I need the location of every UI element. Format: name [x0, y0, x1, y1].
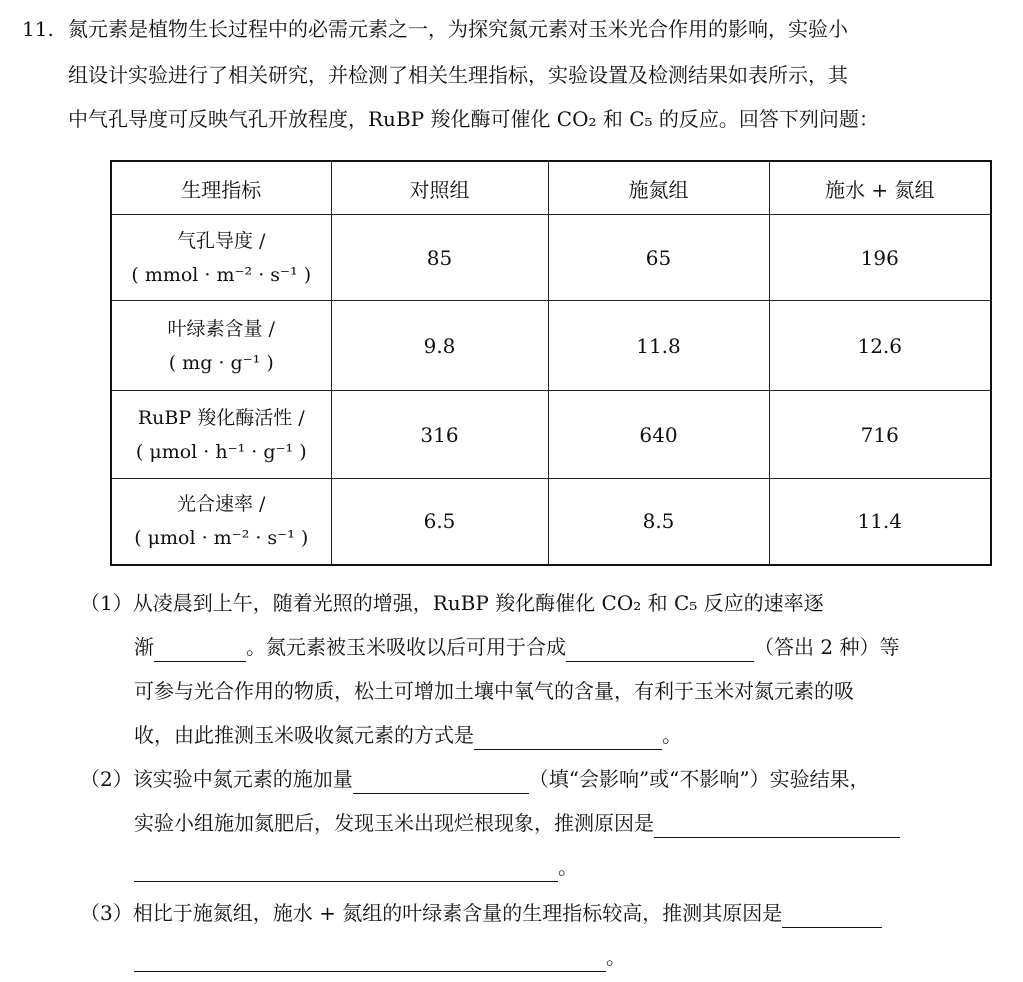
header-control-group: 对照组	[331, 161, 548, 215]
row-label-text: RuBP 羧化酶活性 /	[137, 406, 305, 429]
header-indicator: 生理指标	[111, 161, 331, 215]
header-water-nitrogen-group: 施水 + 氮组	[769, 161, 991, 215]
table-row	[111, 301, 991, 391]
q2-line-2	[134, 808, 900, 838]
q2-text: （2）该实验中氮元素的施加量	[80, 767, 353, 791]
table-cell: 85	[331, 215, 548, 301]
q1-text: （答出 2 种）等	[754, 635, 900, 659]
table-cell: 12.6	[769, 301, 991, 391]
header-nitrogen-group: 施氮组	[548, 161, 769, 215]
row-unit: ( mmol · m⁻² · s⁻¹ )	[131, 263, 312, 286]
table-row	[111, 479, 991, 565]
q1-line-1: （1）从凌晨到上午，随着光照的增强，RuBP 羧化酶催化 CO₂ 和 C₅ 反应的速率逐	[80, 591, 824, 615]
q3-text: 。	[606, 945, 626, 969]
question-number: 11.	[22, 17, 54, 41]
table-header-row	[111, 161, 991, 215]
answer-blank[interactable]	[566, 639, 754, 662]
table-row	[111, 215, 991, 301]
q3-text: （3）相比于施氮组，施水 + 氮组的叶绿素含量的生理指标较高，推测其原因是	[80, 901, 783, 925]
table-cell: 9.8	[331, 301, 548, 391]
answer-blank[interactable]	[474, 727, 662, 750]
row-label-text: 光合速率 /	[177, 493, 266, 516]
answer-blank[interactable]	[134, 949, 606, 972]
results-table	[110, 160, 992, 566]
table-cell: 6.5	[331, 479, 548, 565]
answer-blank[interactable]	[134, 859, 558, 882]
table-cell: 11.4	[769, 479, 991, 565]
row-unit: ( mg · g⁻¹ )	[168, 351, 274, 374]
q1-line-2	[134, 632, 899, 662]
table-cell: 316	[331, 391, 548, 479]
row-label	[111, 391, 331, 479]
row-label	[111, 479, 331, 565]
q1-line-3: 可参与光合作用的物质，松土可增加土壤中氧气的含量，有利于玉米对氮元素的吸	[134, 679, 854, 703]
q1-text: 收，由此推测玉米吸收氮元素的方式是	[134, 723, 474, 747]
question-stem-line-3: 中气孔导度可反映气孔开放程度，RuBP 羧化酶可催化 CO₂ 和 C₅ 的反应。回答下列问题：	[68, 107, 879, 131]
q2-text: 。	[558, 855, 578, 879]
q2-line-3	[134, 852, 578, 882]
table-cell: 640	[548, 391, 769, 479]
answer-blank[interactable]	[782, 905, 882, 928]
q2-line-1	[80, 764, 870, 794]
row-label	[111, 215, 331, 301]
answer-blank[interactable]	[154, 639, 246, 662]
answer-blank[interactable]	[353, 771, 529, 794]
table-cell: 65	[548, 215, 769, 301]
row-label-text: 叶绿素含量 /	[167, 317, 275, 340]
q3-line-1	[80, 898, 882, 928]
question-stem-line-1: 氮元素是植物生长过程中的必需元素之一，为探究氮元素对玉米光合作用的影响，实验小	[68, 17, 848, 41]
q1-line-4	[134, 720, 682, 750]
answer-blank[interactable]	[654, 815, 900, 838]
q1-text: 。氮元素被玉米吸收以后可用于合成	[246, 635, 566, 659]
row-unit: ( μmol · m⁻² · s⁻¹ )	[134, 527, 309, 550]
q3-line-2	[134, 942, 626, 972]
q1-text: 渐	[134, 635, 154, 659]
row-label-text: 气孔导度 /	[177, 229, 266, 252]
q1-text: 。	[662, 723, 682, 747]
row-unit: ( μmol · h⁻¹ · g⁻¹ )	[135, 440, 307, 463]
table-cell: 196	[769, 215, 991, 301]
table-row	[111, 391, 991, 479]
table-cell: 716	[769, 391, 991, 479]
row-label	[111, 301, 331, 391]
table-cell: 11.8	[548, 301, 769, 391]
question-stem-line-2: 组设计实验进行了相关研究，并检测了相关生理指标，实验设置及检测结果如表所示，其	[68, 63, 848, 87]
q2-text: 实验小组施加氮肥后，发现玉米出现烂根现象，推测原因是	[134, 811, 654, 835]
q2-text: （填“会影响”或“不影响”）实验结果，	[528, 767, 870, 791]
table-cell: 8.5	[548, 479, 769, 565]
